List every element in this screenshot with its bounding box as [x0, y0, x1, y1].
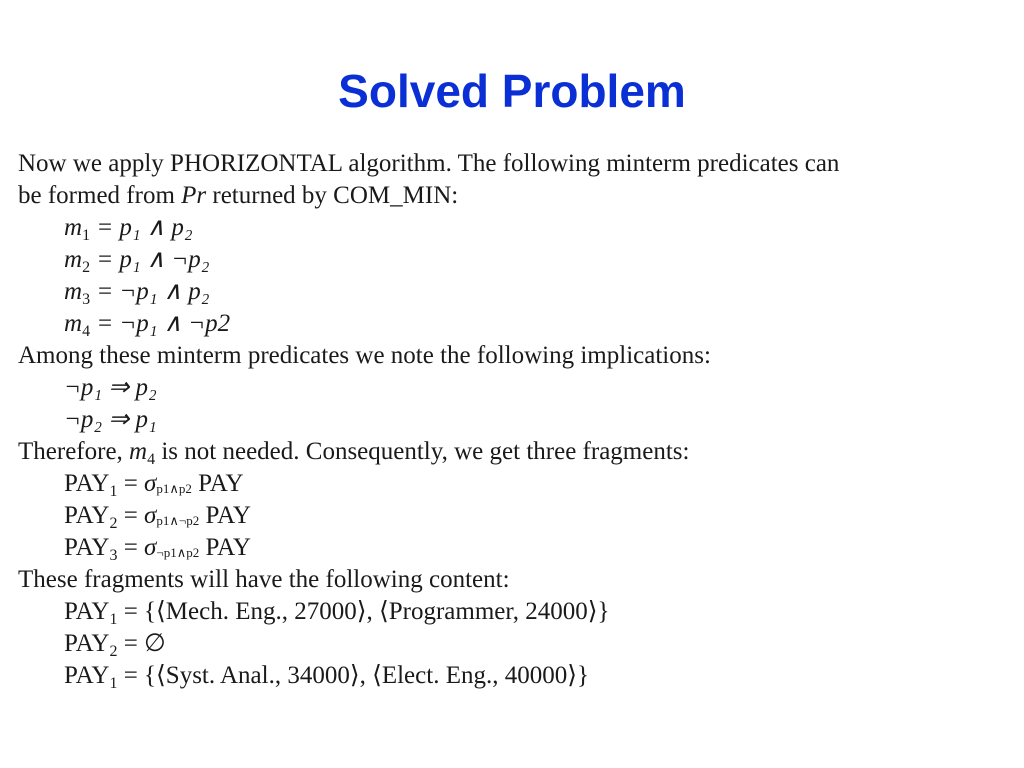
minterm-ref: m: [129, 438, 148, 465]
minterm-expr: = p₁ ∧ ¬p₂: [96, 246, 210, 273]
fragment-name: PAY: [64, 470, 110, 497]
fragment-index: 3: [109, 547, 118, 564]
content-2: [18, 628, 1018, 660]
pr-symbol: Pr: [181, 182, 207, 209]
content-intro: These fragments will have the following content:: [18, 566, 510, 593]
therefore-line: [18, 436, 1018, 468]
intro-line-2: [18, 180, 1018, 212]
fragment-1: [18, 468, 1018, 500]
implication-expr: ¬p₂ ⇒ p₁: [64, 406, 157, 433]
fragment-index: 1: [109, 483, 118, 500]
fragment-index: 1: [109, 675, 118, 692]
fragment-3: [18, 532, 1018, 564]
fragment-name: PAY: [64, 502, 110, 529]
equals: =: [117, 534, 145, 561]
selection-predicate: ¬p1∧p2: [156, 545, 200, 560]
relation-name: PAY: [199, 534, 251, 561]
fragment-name: PAY: [64, 534, 110, 561]
implication-2: [18, 404, 1018, 436]
relation-name: PAY: [191, 470, 244, 497]
intro-text: be formed from: [18, 182, 182, 209]
minterm-index: 1: [82, 227, 91, 244]
equals: =: [117, 470, 145, 497]
fragment-content: = {⟨Mech. Eng., 27000⟩, ⟨Programmer, 24000⟩}: [117, 598, 610, 625]
page-title: Solved Problem: [338, 65, 686, 117]
fragment-name: PAY: [64, 662, 110, 689]
slide-body: [18, 148, 1018, 692]
implications-intro: Among these minterm predicates we note the following implications:: [18, 342, 711, 369]
fragment-name: PAY: [64, 598, 110, 625]
fragment-name: PAY: [64, 630, 110, 657]
minterm-index: 3: [82, 291, 91, 308]
minterm-3: [18, 276, 1018, 308]
selection-predicate: p1∧p2: [156, 481, 192, 496]
minterm-name: m: [64, 310, 83, 337]
fragment-2: [18, 500, 1018, 532]
fragment-index: 2: [109, 515, 118, 532]
intro-line-1: Now we apply PHORIZONTAL algorithm. The following minterm predicates can: [18, 150, 840, 177]
implication-expr: ¬p₁ ⇒ p₂: [64, 374, 157, 401]
minterm-name: m: [64, 246, 83, 273]
content-1: [18, 596, 1018, 628]
sigma-symbol: σ: [144, 470, 157, 497]
minterm-expr: = ¬p₁ ∧ ¬p2: [96, 310, 231, 337]
content-3: [18, 660, 1018, 692]
intro-text-end: returned by COM_MIN:: [206, 182, 459, 209]
minterm-expr: = ¬p₁ ∧ p₂: [96, 278, 210, 305]
fragment-index: 1: [109, 611, 118, 628]
minterm-4: [18, 308, 1018, 340]
minterm-name: m: [64, 278, 83, 305]
therefore-text-end: is not needed. Consequently, we get three fragments:: [155, 438, 690, 465]
implication-1: [18, 372, 1018, 404]
relation-name: PAY: [199, 502, 251, 529]
sigma-symbol: σ: [144, 534, 157, 561]
minterm-1: [18, 212, 1018, 244]
minterm-2: [18, 244, 1018, 276]
fragment-index: 2: [109, 643, 118, 660]
sigma-symbol: σ: [144, 502, 157, 529]
fragment-content: = ∅: [117, 630, 166, 657]
fragment-content: = {⟨Syst. Anal., 34000⟩, ⟨Elect. Eng., 40000⟩}: [117, 662, 589, 689]
minterm-index: 2: [82, 259, 91, 276]
minterm-expr: = p₁ ∧ p₂: [96, 214, 193, 241]
minterm-ref-index: 4: [147, 451, 156, 468]
selection-predicate: p1∧¬p2: [156, 513, 200, 528]
minterm-index: 4: [82, 323, 91, 340]
therefore-text: Therefore,: [18, 438, 130, 465]
minterm-name: m: [64, 214, 83, 241]
equals: =: [117, 502, 145, 529]
